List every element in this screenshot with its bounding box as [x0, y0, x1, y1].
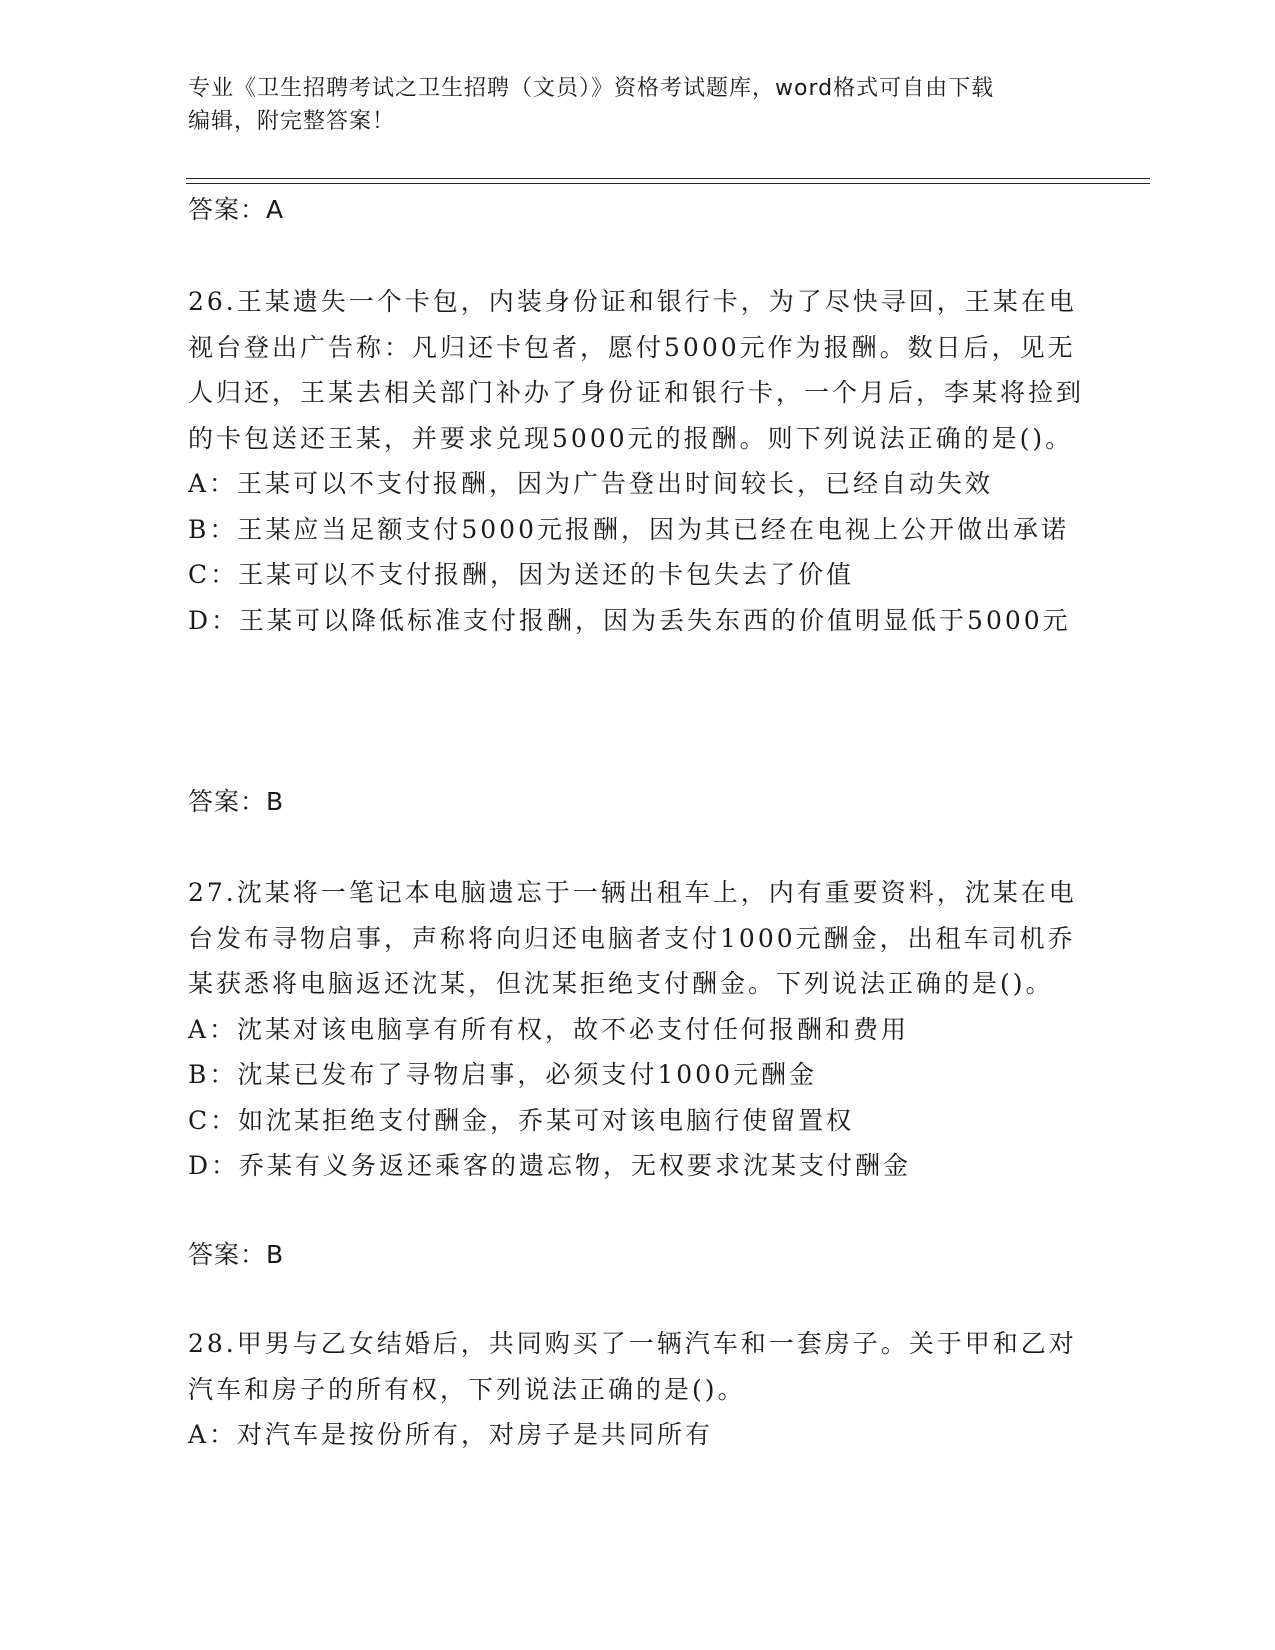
question-27 [188, 870, 1093, 1189]
option-d: D：王某可以降低标准支付报酬，因为丢失东西的价值明显低于5000元 [188, 605, 1071, 635]
header-divider-top [186, 178, 1150, 179]
option-a: A：沈某对该电脑享有所有权，故不必支付任何报酬和费用 [188, 1014, 910, 1044]
header-divider-bottom [186, 183, 1150, 184]
header-title-line-1: 专业《卫生招聘考试之卫生招聘（文员）》资格考试题库，word格式可自由下载 [188, 76, 995, 101]
option-a: A：对汽车是按份所有，对房子是共同所有 [188, 1420, 714, 1449]
question-stem: 27.沈某将一笔记本电脑遗忘于一辆出租车上，内有重要资料，沈某在电台发布寻物启事，声称将向归还电脑者支付1000元酬金，出租车司机乔某获悉将电脑返还沈某，但沈某拒绝支付酬金。下列说法正确的是()。 [188, 878, 1077, 998]
header-title-line-2: 编辑，附完整答案！ [188, 109, 396, 134]
question-stem: 26.王某遗失一个卡包，内装身份证和银行卡，为了尽快寻回，王某在电视台登出广告称：凡归还卡包者，愿付5000元作为报酬。数日后，见无人归还，王某去相关部门补办了身份证和银行卡，一个月后，李某将捡到的卡包送还王某，并要求兑现5000元的报酬。则下列说法正确的是()。 [188, 287, 1085, 453]
answer-label: 答案：B [188, 1240, 285, 1269]
answer-label: 答案：A [188, 195, 285, 224]
option-b: B：沈某已发布了寻物启事，必须支付1000元酬金 [188, 1060, 817, 1089]
question-28 [188, 1321, 1093, 1458]
option-c: C：王某可以不支付报酬，因为送还的卡包失去了价值 [188, 560, 855, 589]
option-d: D：乔某有义务返还乘客的遗忘物，无权要求沈某支付酬金 [188, 1151, 912, 1180]
page-header [188, 72, 1068, 138]
option-b: B：王某应当足额支付5000元报酬，因为其已经在电视上公开做出承诺 [188, 514, 1069, 544]
question-26 [188, 279, 1093, 643]
answer-label: 答案：B [188, 787, 285, 816]
option-a: A：王某可以不支付报酬，因为广告登出时间较长，已经自动失效 [188, 469, 994, 498]
question-stem: 28.甲男与乙女结婚后，共同购买了一辆汽车和一套房子。关于甲和乙对汽车和房子的所有权，下列说法正确的是()。 [188, 1329, 1077, 1404]
option-c: C：如沈某拒绝支付酬金，乔某可对该电脑行使留置权 [188, 1105, 855, 1135]
